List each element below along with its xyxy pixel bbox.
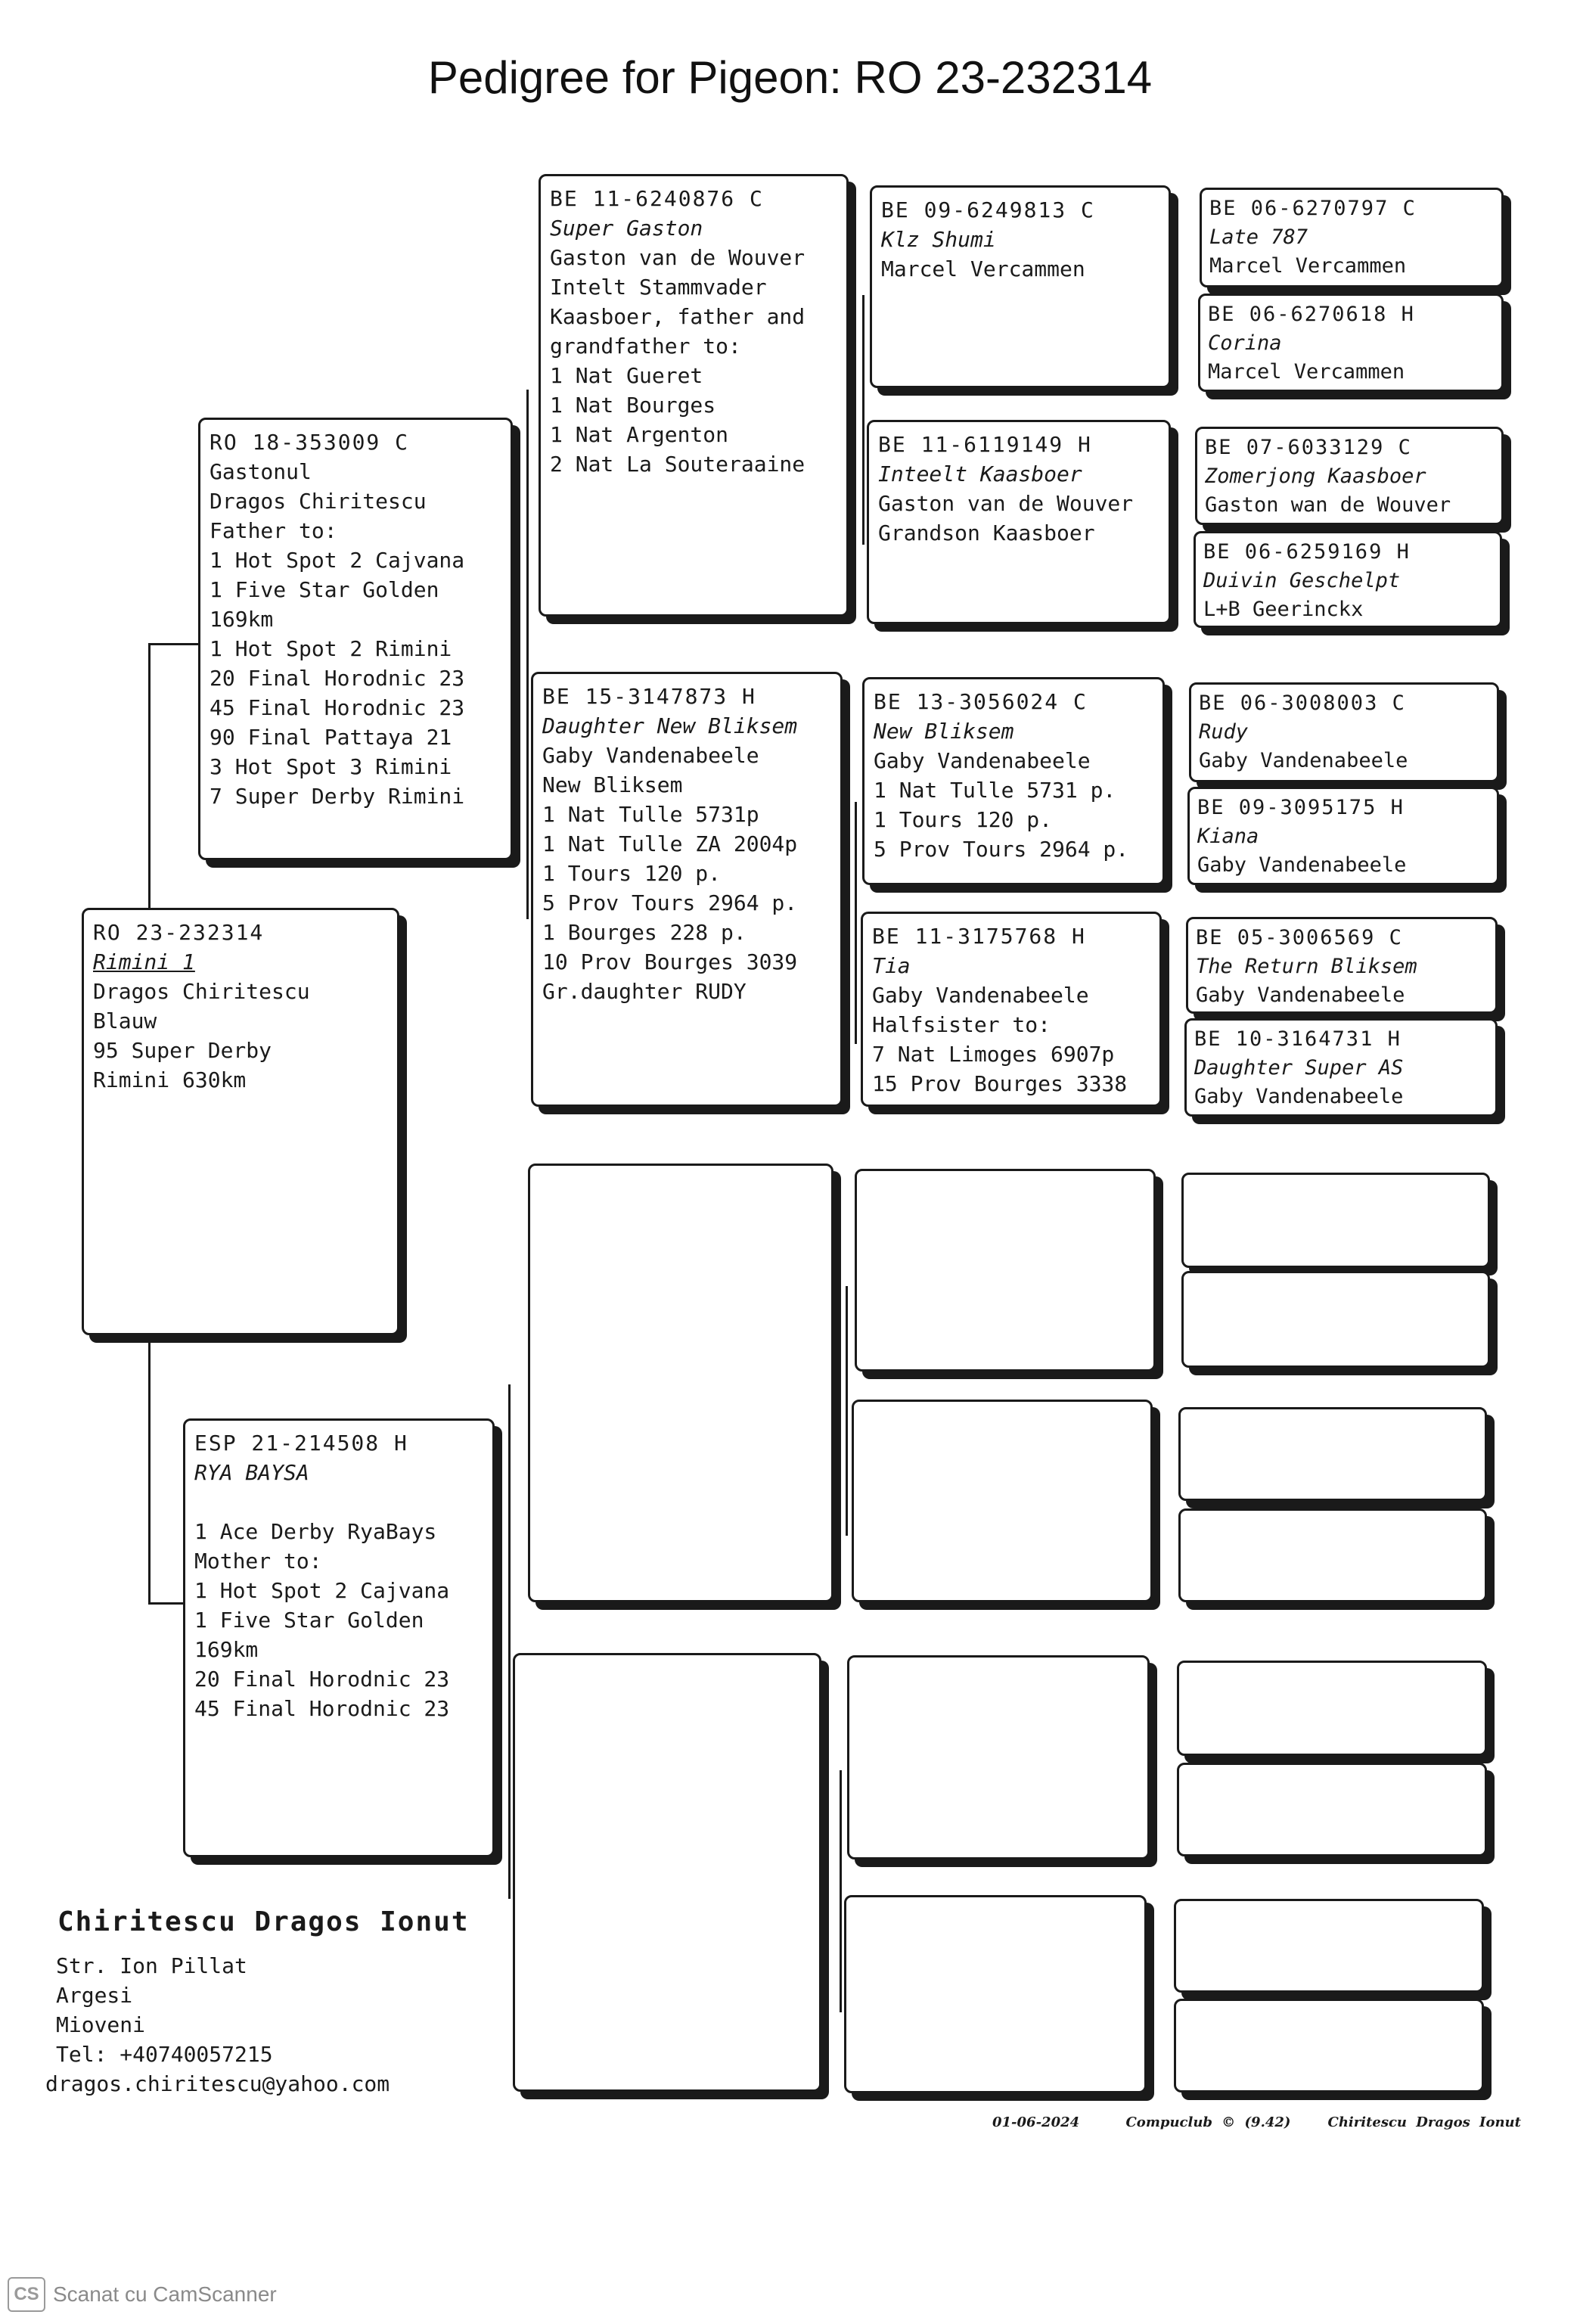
print-date: 01-06-2024 [992, 2114, 1080, 2130]
sire-sire-ring-number: BE 11-6240876 C [550, 186, 764, 211]
connector-sd-vertical [855, 802, 857, 1044]
sire-card: RO 18-353009 C Gastonul Dragos Chiritescu Father to: 1 Hot Spot 2 Cajvana 1 Five Star Golden 169km 1 Hot Spot 2 Rimini 20 Final Horodnic 23 45 Final Horodnic 23 90 Final Pattaya 21 3 Hot Spot 3 Rimini 7 Super Derby Rimini [198, 418, 513, 860]
owner-street: Str. Ion Pillat [56, 1953, 247, 1978]
owner-county: Argesi [56, 1983, 133, 2008]
gen4-card-8: BE 10-3164731 H Daughter Super AS Gaby Vandenabeele [1184, 1018, 1498, 1117]
empty-gen4-card-5 [1177, 1661, 1487, 1756]
sire-dam-card: BE 15-3147873 H Daughter New Bliksem Gaby Vandenabeele New Bliksem 1 Nat Tulle 5731p 1 Nat Tulle ZA 2004p 1 Tours 120 p. 5 Prov Tours 2964 p. 1 Bourges 228 p. 10 Prov Bourges 3039 Gr.daughter RUDY [531, 672, 843, 1107]
connector-empty1-vertical [846, 1286, 848, 1536]
camscanner-logo-icon: CS [8, 2277, 45, 2312]
sire-ring-number: RO 18-353009 C [210, 430, 410, 455]
footer-owner: Chiritescu Dragos Ionut [1327, 2114, 1521, 2130]
connector-ss-vertical [862, 295, 864, 545]
owner-name: Chiritescu Dragos Ionut [57, 1906, 470, 1937]
empty-gen4-card-7 [1174, 1899, 1484, 1993]
empty-gen4-card-3 [1178, 1407, 1487, 1501]
gen4-card-2: BE 06-6270618 H Corina Marcel Vercammen [1198, 294, 1504, 392]
print-footer [992, 2114, 1521, 2130]
empty-gen2-card-2 [513, 1653, 821, 2092]
gen4-card-6: BE 09-3095175 H Kiana Gaby Vandenabeele [1187, 787, 1499, 885]
software-credit: Compuclub © (9.42) [1125, 2114, 1291, 2130]
empty-gen3-card-4 [844, 1895, 1147, 2093]
empty-gen4-card-8 [1174, 1999, 1484, 2093]
gen4-card-7: BE 05-3006569 C The Return Bliksem Gaby Vandenabeele [1186, 917, 1498, 1014]
connector-dam [148, 1602, 186, 1605]
scanner-text: Scanat cu CamScanner [53, 2282, 277, 2306]
gen4-card-4: BE 06-6259169 H Duivin Geschelpt L+B Geerinckx [1194, 531, 1502, 628]
sire-name: Gastonul [210, 459, 312, 484]
empty-gen4-card-4 [1178, 1508, 1487, 1602]
sss-card: BE 09-6249813 C Klz Shumi Marcel Vercammen [870, 185, 1171, 388]
sire-dam-name: Daughter New Bliksem [542, 713, 798, 738]
owner-details [45, 1906, 470, 2099]
gen4-card-1: BE 06-6270797 C Late 787 Marcel Vercammen [1200, 188, 1504, 287]
sire-sire-name: Super Gaston [550, 216, 703, 241]
gen4-card-3: BE 07-6033129 C Zomerjong Kaasboer Gaston wan de Wouver [1195, 427, 1504, 525]
sire-dam-ring-number: BE 15-3147873 H [542, 684, 756, 709]
dam-ring-number: ESP 21-214508 H [194, 1431, 408, 1456]
dam-name: RYA BAYSA [194, 1460, 309, 1485]
empty-gen4-card-1 [1181, 1173, 1490, 1268]
page-title: Pedigree for Pigeon: RO 23-232314 [427, 52, 1153, 103]
connector-dam-vertical [508, 1384, 511, 1899]
empty-gen3-card-3 [847, 1655, 1150, 1860]
ssd-card: BE 11-6119149 H Inteelt Kaasboer Gaston van de Wouver Grandson Kaasboer [867, 420, 1171, 624]
sire-sire-card: BE 11-6240876 C Super Gaston Gaston van de Wouver Intelt Stammvader Kaasboer, father and grandfather to: 1 Nat Gueret 1 Nat Bourges 1 Nat Argenton 2 Nat La Souteraaine [539, 174, 849, 617]
subject-name: Rimini 1 [93, 949, 195, 974]
dam-card: ESP 21-214508 H RYA BAYSA 1 Ace Derby RyaBays Mother to: 1 Hot Spot 2 Cajvana 1 Five Star Golden 169km 20 Final Horodnic 23 45 Final Horodnic 23 [183, 1418, 495, 1857]
subject-pigeon-card: RO 23-232314 Rimini 1 Dragos Chiritescu Blauw 95 Super Derby Rimini 630km [82, 908, 399, 1335]
empty-gen4-card-2 [1181, 1271, 1490, 1368]
sdd-card: BE 11-3175768 H Tia Gaby Vandenabeele Halfsister to: 7 Nat Limoges 6907p 15 Prov Bourges 3338 [861, 912, 1162, 1107]
owner-email: dragos.chiritescu@yahoo.com [45, 2071, 390, 2096]
owner-city: Mioveni [56, 2012, 146, 2037]
scanner-watermark [8, 2277, 277, 2312]
empty-gen2-card-1 [528, 1164, 833, 1602]
connector-sire [148, 643, 201, 645]
empty-gen3-card-2 [852, 1400, 1153, 1602]
owner-phone: Tel: +40740057215 [56, 2042, 273, 2067]
empty-gen4-card-6 [1177, 1763, 1487, 1856]
gen4-card-5: BE 06-3008003 C Rudy Gaby Vandenabeele [1189, 682, 1499, 782]
connector-empty2-vertical [840, 1770, 842, 2012]
connector-sire-vertical [526, 390, 529, 919]
subject-ring-number: RO 23-232314 [93, 920, 265, 945]
sds-card: BE 13-3056024 C New Bliksem Gaby Vandenabeele 1 Nat Tulle 5731 p. 1 Tours 120 p. 5 Prov Tours 2964 p. [862, 677, 1165, 885]
empty-gen3-card-1 [855, 1169, 1156, 1372]
